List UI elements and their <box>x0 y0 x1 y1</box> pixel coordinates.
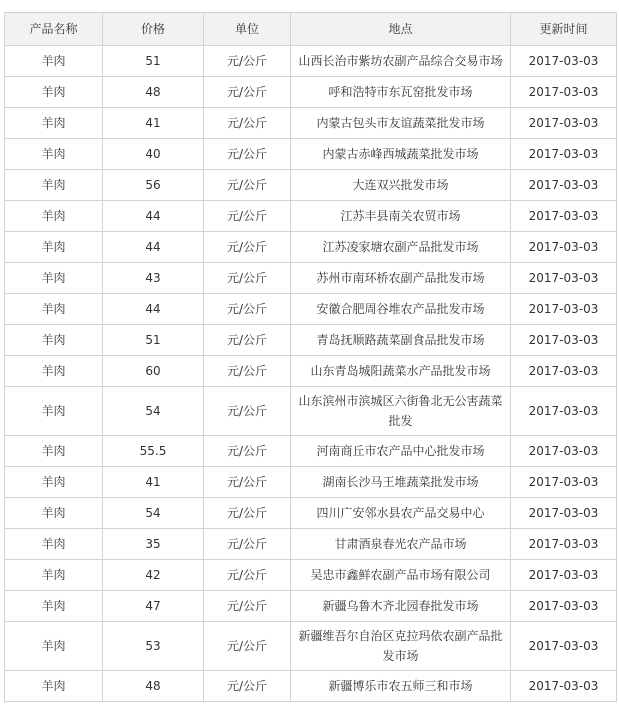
cell-date: 2017-03-03 <box>511 201 617 232</box>
cell-date: 2017-03-03 <box>511 232 617 263</box>
table-row <box>5 232 617 263</box>
header-location: 地点 <box>291 13 511 46</box>
cell-price: 41 <box>103 467 204 498</box>
cell-date: 2017-03-03 <box>511 387 617 436</box>
header-price: 价格 <box>103 13 204 46</box>
cell-price: 35 <box>103 529 204 560</box>
table-row <box>5 46 617 77</box>
table-row <box>5 560 617 591</box>
cell-unit: 元/公斤 <box>204 498 291 529</box>
cell-price: 47 <box>103 591 204 622</box>
cell-product: 羊肉 <box>5 139 103 170</box>
cell-product: 羊肉 <box>5 498 103 529</box>
cell-unit: 元/公斤 <box>204 77 291 108</box>
cell-product: 羊肉 <box>5 436 103 467</box>
cell-date: 2017-03-03 <box>511 356 617 387</box>
cell-product: 羊肉 <box>5 232 103 263</box>
cell-location: 山西长治市紫坊农副产品综合交易市场 <box>291 46 511 77</box>
cell-location: 安徽合肥周谷堆农产品批发市场 <box>291 294 511 325</box>
table-row <box>5 436 617 467</box>
cell-product: 羊肉 <box>5 108 103 139</box>
cell-date: 2017-03-03 <box>511 671 617 702</box>
cell-price: 51 <box>103 325 204 356</box>
table-row <box>5 263 617 294</box>
cell-product: 羊肉 <box>5 622 103 671</box>
table-row <box>5 671 617 702</box>
cell-date: 2017-03-03 <box>511 77 617 108</box>
cell-location: 吴忠市鑫鲜农副产品市场有限公司 <box>291 560 511 591</box>
cell-product: 羊肉 <box>5 201 103 232</box>
price-table-container <box>4 12 616 702</box>
cell-unit: 元/公斤 <box>204 170 291 201</box>
cell-price: 60 <box>103 356 204 387</box>
cell-unit: 元/公斤 <box>204 436 291 467</box>
cell-price: 40 <box>103 139 204 170</box>
header-product: 产品名称 <box>5 13 103 46</box>
cell-unit: 元/公斤 <box>204 671 291 702</box>
cell-location: 山东青岛城阳蔬菜水产品批发市场 <box>291 356 511 387</box>
table-row <box>5 529 617 560</box>
table-row <box>5 356 617 387</box>
cell-price: 44 <box>103 294 204 325</box>
table-row <box>5 591 617 622</box>
cell-location: 大连双兴批发市场 <box>291 170 511 201</box>
cell-unit: 元/公斤 <box>204 263 291 294</box>
cell-unit: 元/公斤 <box>204 201 291 232</box>
cell-price: 43 <box>103 263 204 294</box>
table-row <box>5 387 617 436</box>
table-row <box>5 77 617 108</box>
cell-location: 新疆博乐市农五师三和市场 <box>291 671 511 702</box>
cell-price: 48 <box>103 671 204 702</box>
cell-price: 44 <box>103 232 204 263</box>
table-row <box>5 170 617 201</box>
cell-date: 2017-03-03 <box>511 294 617 325</box>
cell-price: 53 <box>103 622 204 671</box>
cell-product: 羊肉 <box>5 671 103 702</box>
cell-price: 54 <box>103 387 204 436</box>
cell-location: 呼和浩特市东瓦窑批发市场 <box>291 77 511 108</box>
cell-date: 2017-03-03 <box>511 139 617 170</box>
cell-date: 2017-03-03 <box>511 46 617 77</box>
cell-unit: 元/公斤 <box>204 467 291 498</box>
cell-location: 四川广安邻水县农产品交易中心 <box>291 498 511 529</box>
cell-unit: 元/公斤 <box>204 232 291 263</box>
cell-unit: 元/公斤 <box>204 529 291 560</box>
cell-date: 2017-03-03 <box>511 529 617 560</box>
table-row <box>5 201 617 232</box>
cell-product: 羊肉 <box>5 170 103 201</box>
cell-price: 41 <box>103 108 204 139</box>
cell-price: 56 <box>103 170 204 201</box>
cell-location: 江苏丰县南关农贸市场 <box>291 201 511 232</box>
cell-unit: 元/公斤 <box>204 325 291 356</box>
cell-date: 2017-03-03 <box>511 498 617 529</box>
cell-date: 2017-03-03 <box>511 263 617 294</box>
table-row <box>5 108 617 139</box>
cell-unit: 元/公斤 <box>204 560 291 591</box>
cell-date: 2017-03-03 <box>511 108 617 139</box>
cell-location: 青岛抚顺路蔬菜副食品批发市场 <box>291 325 511 356</box>
price-table <box>4 12 617 702</box>
cell-price: 42 <box>103 560 204 591</box>
cell-product: 羊肉 <box>5 46 103 77</box>
cell-unit: 元/公斤 <box>204 387 291 436</box>
cell-unit: 元/公斤 <box>204 356 291 387</box>
cell-location: 新疆乌鲁木齐北园春批发市场 <box>291 591 511 622</box>
cell-product: 羊肉 <box>5 325 103 356</box>
table-row <box>5 498 617 529</box>
table-header-row <box>5 13 617 46</box>
cell-date: 2017-03-03 <box>511 622 617 671</box>
cell-unit: 元/公斤 <box>204 46 291 77</box>
cell-unit: 元/公斤 <box>204 622 291 671</box>
table-row <box>5 325 617 356</box>
cell-unit: 元/公斤 <box>204 139 291 170</box>
cell-product: 羊肉 <box>5 77 103 108</box>
cell-location: 河南商丘市农产品中心批发市场 <box>291 436 511 467</box>
cell-unit: 元/公斤 <box>204 591 291 622</box>
cell-location: 内蒙古包头市友谊蔬菜批发市场 <box>291 108 511 139</box>
cell-product: 羊肉 <box>5 560 103 591</box>
table-row <box>5 294 617 325</box>
cell-product: 羊肉 <box>5 294 103 325</box>
cell-date: 2017-03-03 <box>511 467 617 498</box>
cell-product: 羊肉 <box>5 263 103 294</box>
cell-location: 湖南长沙马王堆蔬菜批发市场 <box>291 467 511 498</box>
cell-product: 羊肉 <box>5 591 103 622</box>
cell-price: 51 <box>103 46 204 77</box>
cell-location: 新疆维吾尔自治区克拉玛依农副产品批发市场 <box>291 622 511 671</box>
table-row <box>5 139 617 170</box>
cell-date: 2017-03-03 <box>511 560 617 591</box>
cell-location: 山东滨州市滨城区六街鲁北无公害蔬菜批发 <box>291 387 511 436</box>
cell-product: 羊肉 <box>5 356 103 387</box>
cell-product: 羊肉 <box>5 387 103 436</box>
cell-date: 2017-03-03 <box>511 325 617 356</box>
cell-price: 55.5 <box>103 436 204 467</box>
cell-date: 2017-03-03 <box>511 591 617 622</box>
cell-date: 2017-03-03 <box>511 436 617 467</box>
header-unit: 单位 <box>204 13 291 46</box>
cell-date: 2017-03-03 <box>511 170 617 201</box>
cell-price: 44 <box>103 201 204 232</box>
table-row <box>5 467 617 498</box>
cell-unit: 元/公斤 <box>204 294 291 325</box>
cell-price: 48 <box>103 77 204 108</box>
cell-product: 羊肉 <box>5 529 103 560</box>
cell-price: 54 <box>103 498 204 529</box>
table-row <box>5 622 617 671</box>
cell-location: 甘肃酒泉春光农产品市场 <box>291 529 511 560</box>
cell-location: 内蒙古赤峰西城蔬菜批发市场 <box>291 139 511 170</box>
cell-location: 江苏凌家塘农副产品批发市场 <box>291 232 511 263</box>
header-date: 更新时间 <box>511 13 617 46</box>
cell-product: 羊肉 <box>5 467 103 498</box>
cell-location: 苏州市南环桥农副产品批发市场 <box>291 263 511 294</box>
cell-unit: 元/公斤 <box>204 108 291 139</box>
